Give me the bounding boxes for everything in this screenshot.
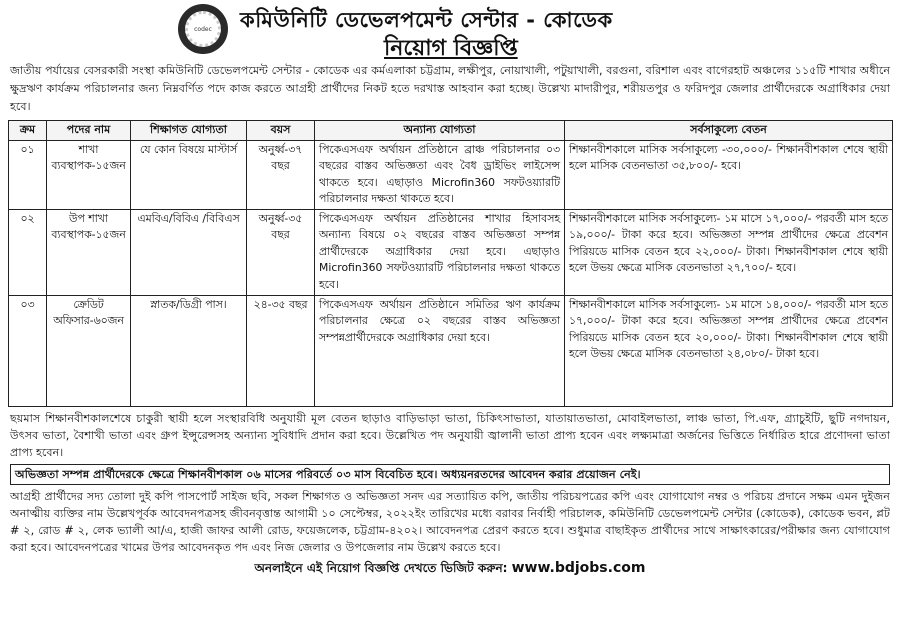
- cell-age: ২৪-৩৫ বছর: [247, 295, 315, 406]
- cell-salary: শিক্ষানবীশকালে মাসিক সর্বসাকুল্যে- ১ম মাসে ১৭,০০০/- পরবর্তী মাস হতে ১৯,০০০/- টাকা করে হবে। অভিজ্ঞতা সম্পন্ন প্রার্থীদের ক্ষেত্রে প্রবেশন পিরিয়ডে মাসিক বেতন হবে ২২,০০০/- টাকা। শিক্ষানবীশকাল শেষে স্থায়ী হলে উভয় ক্ষেত্রে মাসিক বেতনভাতা ২৭,৭০০/- হবে।: [565, 209, 893, 295]
- benefits-paragraph: ছয়মাস শিক্ষানবীশকালশেষে চাকুরী স্থায়ী হলে সংস্থারবিধি অনুযায়ী মূল বেতন ছাড়াও বাড়িভাড়া ভাতা, চিকিৎসাভাতা, যাতায়াতভাতা, মোবাইলভাতা, লাঞ্চ ভাতা, পি.এফ, গ্র্যাচুইটি, ছুটি নগদায়ন, উৎসব ভাতা, বৈশাখী ভাতা এবং গ্রুপ ইন্সুরেন্সসহ অন্যান্য সুবিধাদি প্রদান করা হবে। উল্লেখিত পদ অনুযায়ী জ্বালানী ভাতা প্রাপ্য হবেন এবং লক্ষ্যমাত্রা অর্জনের ভিত্তিতে নির্ধারিত হারে প্রণোদনা ভাতা প্রাপ্য হবেন।: [10, 411, 890, 459]
- notice-header: [8, 0, 892, 62]
- header-other-qualification: অন্যান্য যোগ্যতা: [315, 121, 565, 141]
- intro-paragraph: জাতীয় পর্যায়ের বেসরকারী সংস্থা কমিউনিটি ডেভেলপমেন্ট সেন্টার - কোডেক এর কর্মএলাকা চট্টগ্রাম, লক্ষীপুর, নোয়াখালী, পটুয়াখালী, বরগুনা, বরিশাল এবং বাগেরহাট অঞ্চলের ১১৫টি শাখার অধীনে ক্ষুদ্রঋণ কার্যক্রম পরিচালনার জন্য নিম্নবর্ণিত পদে কাজ করতে আগ্রহী প্রার্থীদের নিকট হতে দরখাস্ত আহবান করা হচ্ছে। উল্লেখ্য মাদারীপুর, শরীয়তপুর ও ফরিদপুর জেলার প্রার্থীদেরকে অগ্রাধিকার দেয়া হবে।: [10, 64, 890, 113]
- cell-post: উপ শাখা ব্যবস্থাপক-১৫জন: [47, 209, 131, 295]
- header-salary: সর্বসাকুল্যে বেতন: [565, 121, 893, 141]
- cell-other-qualification: পিকেএসএফ অর্থায়ন প্রতিষ্ঠানে সমিতির ঋণ কার্যক্রম পরিচালনার ক্ষেত্রে ০২ বছরের বাস্তব অভিজ্ঞতা সম্পন্নপ্রার্থীদেরকে অগ্রাধিকার দেয়া হবে।: [315, 295, 565, 406]
- cell-other-qualification: পিকেএসএফ অর্থায়ন প্রতিষ্ঠানের শাখার হিসাবসহ অন্যান্য বিষয়ে ০২ বছরের বাস্তব অভিজ্ঞতা সম্পন্ন প্রার্থীদেরকে অগ্রাধিকার দেয়া হবে। এছাড়াও Microfin360 সফটওয়্যারটি পরিচালনার দক্ষতা থাকতে হবে।: [315, 209, 565, 295]
- codec-logo-text: codec: [185, 11, 221, 47]
- cell-age: অনুর্ধ্ব-৩৫ বছর: [247, 209, 315, 295]
- table-row: [9, 209, 893, 295]
- cell-education: স্নাতক/ডিগ্রী পাস।: [131, 295, 247, 406]
- cell-salary: শিক্ষানবীশকালে মাসিক সর্বসাকুল্যে -৩০,০০০/- শিক্ষানবীশকাল শেষে স্থায়ী হলে মাসিক বেতনভাতা ৩৫,৮০০/- হবে।: [565, 140, 893, 209]
- cell-other-qualification: পিকেএসএফ অর্থায়ন প্রতিষ্ঠানে ব্রাঞ্চ পরিচালনার ০৩ বছরের বাস্তব অভিজ্ঞতা এবং বৈধ ড্রাইভিং লাইসেন্স থাকতে হবে। এছাড়াও Microfin360 সফটওয়্যারটি পরিচালনার দক্ষতা থাকতে হবে।: [315, 140, 565, 209]
- notice-title: নিয়োগ বিজ্ঞপ্তি: [384, 36, 518, 61]
- cell-education: এমবিএ/বিবিএ /বিবিএস: [131, 209, 247, 295]
- codec-logo: [178, 4, 228, 54]
- cell-education: যে কোন বিষয়ে মাস্টার্স: [131, 140, 247, 209]
- header-post: পদের নাম: [47, 121, 131, 141]
- footer-text: অনলাইনে এই নিয়োগ বিজ্ঞপ্তি দেখতে ভিজিট করুন:: [254, 560, 508, 575]
- cell-post: ক্রেডিট অফিসার-৬০জন: [47, 295, 131, 406]
- cell-salary: শিক্ষানবীশকালে মাসিক সর্বসাকুল্যে- ১ম মাসে ১৪,০০০/- পরবর্তী মাস হতে ১৭,০০০/- টাকা করে হবে। অভিজ্ঞতা সম্পন্ন প্রার্থীদের ক্ষেত্রে প্রবেশন পিরিয়ডে মাসিক বেতন হবে ২০,০০০/- টাকা। শিক্ষানবীশকাল শেষে স্থায়ী হলে উভয় ক্ষেত্রে মাসিক বেতনভাতা ২৪,০৮০/- টাকা হবে।: [565, 295, 893, 406]
- header-serial: ক্রম: [9, 121, 47, 141]
- table-row: [9, 295, 893, 406]
- application-instructions: আগ্রহী প্রার্থীদের সদ্য তোলা দুই কপি পাসপোর্ট সাইজ ছবি, সকল শিক্ষাগত ও অভিজ্ঞতা সনদ এর সত্যায়িত কপি, জাতীয় পরিচয়পত্রের কপি এবং যোগাযোগ নম্বর ও পরিচয় প্রদানে সক্ষম এমন দুইজন অনাত্মীয় ব্যক্তির নাম উল্লেখপূর্বক আবেদনপত্রসহ জীবনবৃত্তান্ত আগামী ১০ সেপ্টেম্বর, ২০২২ইং তারিখের মধ্যে বরাবর নির্বাহী পরিচালক, কমিউনিটি ডেভেলপমেন্ট সেন্টার (কোডেক), কোডেক ভবন, প্লট # ২, রোড # ২, লেক ভ্যালী আ/এ, হাজী জাফর আলী রোড, ফয়েজলেক, চট্টগ্রাম-৪২০২। আবেদনপত্র প্রেরণ করতে হবে। শুধুমাত্র বাছাইকৃত প্রার্থীদের সাথে সাক্ষাৎকারের/পরীক্ষার জন্য যোগাযোগ করা হবে। আবেদনপত্রের খামের উপর আবেদনকৃত পদ এবং নিজ জেলার ও উপজেলার নাম উল্লেখ করতে হবে।: [10, 489, 890, 554]
- online-footer: [8, 560, 892, 580]
- cell-serial: ০৩: [9, 295, 47, 406]
- experience-highlight-box: অভিজ্ঞতা সম্পন্ন প্রার্থীদেরকে ক্ষেত্রে শিক্ষানবীশকাল ০৬ মাসের পরিবর্তে ০৩ মাস বিবেচিত হবে। অধ্যয়নরতদের আবেদন করার প্রয়োজন নেই।: [10, 464, 890, 485]
- job-table: [8, 120, 893, 407]
- cell-post: শাখা ব্যবস্থাপক-১৫জন: [47, 140, 131, 209]
- job-table-header-row: [9, 121, 893, 141]
- organization-name: কমিউনিটি ডেভেলপমেন্ট সেন্টার - কোডেক: [240, 8, 613, 32]
- cell-serial: ০২: [9, 209, 47, 295]
- header-education: শিক্ষাগত যোগ্যতা: [131, 121, 247, 141]
- cell-age: অনুর্ধ্ব-৩৭ বছর: [247, 140, 315, 209]
- bdjobs-link[interactable]: www.bdjobs.com: [511, 559, 646, 576]
- table-row: [9, 140, 893, 209]
- header-age: বয়স: [247, 121, 315, 141]
- cell-serial: ০১: [9, 140, 47, 209]
